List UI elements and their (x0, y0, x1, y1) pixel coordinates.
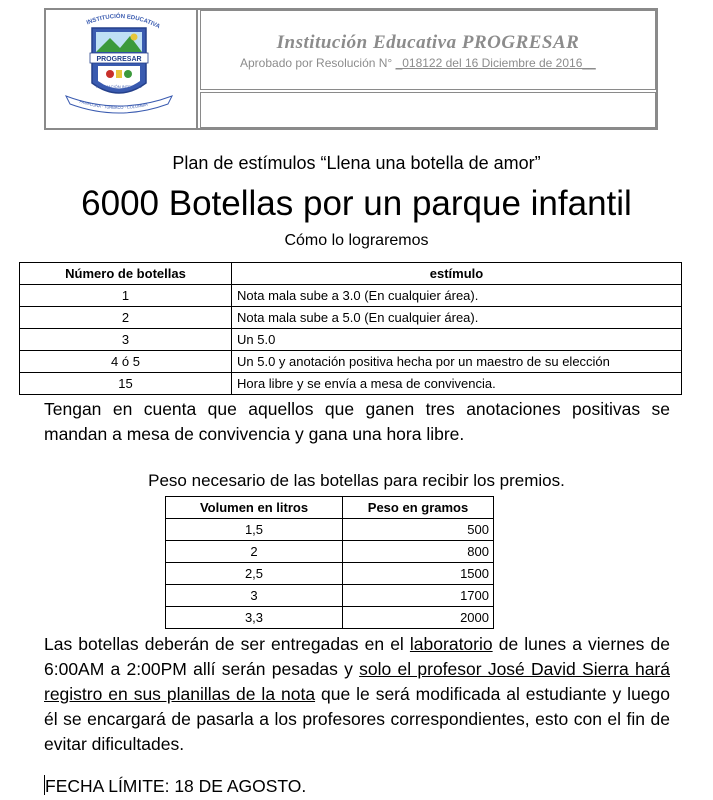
weights-table (165, 496, 494, 629)
column-header: Número de botellas (20, 263, 232, 285)
header-empty-cell (200, 92, 656, 128)
column-header: Peso en gramos (343, 497, 494, 519)
cell-volume: 3 (166, 585, 343, 607)
cell-bottles: 3 (20, 329, 232, 351)
table-row (20, 307, 682, 329)
logo-banner: PROGRESAR (96, 56, 142, 63)
resolution-value: _018122 del 16 Diciembre de 2016__ (395, 56, 596, 70)
cell-stimulus: Hora libre y se envía a mesa de convivencia. (232, 373, 682, 395)
delivery-text-2: de lunes a viernes de 6:00AM a 2:00PM allí serán pesadas y (44, 634, 670, 679)
delivery-underlined-2: solo el profesor José David Sierra hará registro en sus planillas de la nota (44, 659, 670, 704)
table-row (166, 519, 494, 541)
plan-title: Plan de estímulos “Llena una botella de amor” (172, 153, 541, 173)
resolution-prefix: Aprobado por Resolución N° (240, 56, 396, 70)
resolution-line (240, 56, 596, 70)
cell-stimulus: Nota mala sube a 5.0 (En cualquier área). (232, 307, 682, 329)
table-header-row (20, 263, 682, 285)
table-row (20, 285, 682, 307)
cell-volume: 3,3 (166, 607, 343, 629)
deadline: FECHA LÍMITE: 18 DE AGOSTO. (45, 776, 307, 796)
cell-volume: 2 (166, 541, 343, 563)
table-row (166, 585, 494, 607)
column-header: Volumen en litros (166, 497, 343, 519)
cell-bottles: 2 (20, 307, 232, 329)
table-row (20, 373, 682, 395)
cell-weight: 500 (343, 519, 494, 541)
cell-bottles: 1 (20, 285, 232, 307)
table-row (20, 351, 682, 373)
table-header-row (166, 497, 494, 519)
stimulus-table (19, 262, 682, 395)
column-header: estímulo (232, 263, 682, 285)
delivery-text-3: que le será modificada al estudiante y luego él se encargará de pasarla a los profesores correspondientes, esto con el fin de evitar dificultades. (44, 684, 670, 754)
cell-weight: 2000 (343, 607, 494, 629)
table-row (166, 607, 494, 629)
cell-volume: 1,5 (166, 519, 343, 541)
weights-title: Peso necesario de las botellas para recibir los premios. (148, 471, 565, 490)
cell-weight: 1700 (343, 585, 494, 607)
note-paragraph: Tengan en cuenta que aquellos que ganen tres anotaciones positivas se mandan a mesa de convivencia y gana una hora libre. (44, 399, 670, 444)
delivery-underlined-1: laboratorio (409, 634, 493, 654)
deadline-line (44, 775, 306, 797)
delivery-paragraph (44, 632, 670, 757)
subtitle: Cómo lo lograremos (284, 232, 429, 249)
cell-stimulus: Un 5.0 (232, 329, 682, 351)
logo-cell (44, 8, 198, 130)
table-row (166, 563, 494, 585)
cell-stimulus: Un 5.0 y anotación positiva hecha por un maestro de su elección (232, 351, 682, 373)
cell-weight: 1500 (343, 563, 494, 585)
cell-bottles: 4 ó 5 (20, 351, 232, 373)
delivery-text-1: Las botellas deberán de ser entregadas en el (44, 634, 410, 654)
logo-motto: FORMACIÓN INTEGRAL (96, 84, 142, 89)
table-row (166, 541, 494, 563)
institution-name: Institución Educativa PROGRESAR (276, 32, 580, 53)
logo-ribbon-text: PAMPLONA · TURBACO · COLOMBIA (78, 98, 149, 111)
logo-ring-text: INSTITUCIÓN EDUCATIVA (85, 13, 161, 31)
cell-volume: 2,5 (166, 563, 343, 585)
cell-weight: 800 (343, 541, 494, 563)
headline: 6000 Botellas por un parque infantil (81, 184, 632, 223)
cell-bottles: 15 (20, 373, 232, 395)
table-row (20, 329, 682, 351)
school-logo-icon (44, 8, 194, 126)
cell-stimulus: Nota mala sube a 3.0 (En cualquier área). (232, 285, 682, 307)
